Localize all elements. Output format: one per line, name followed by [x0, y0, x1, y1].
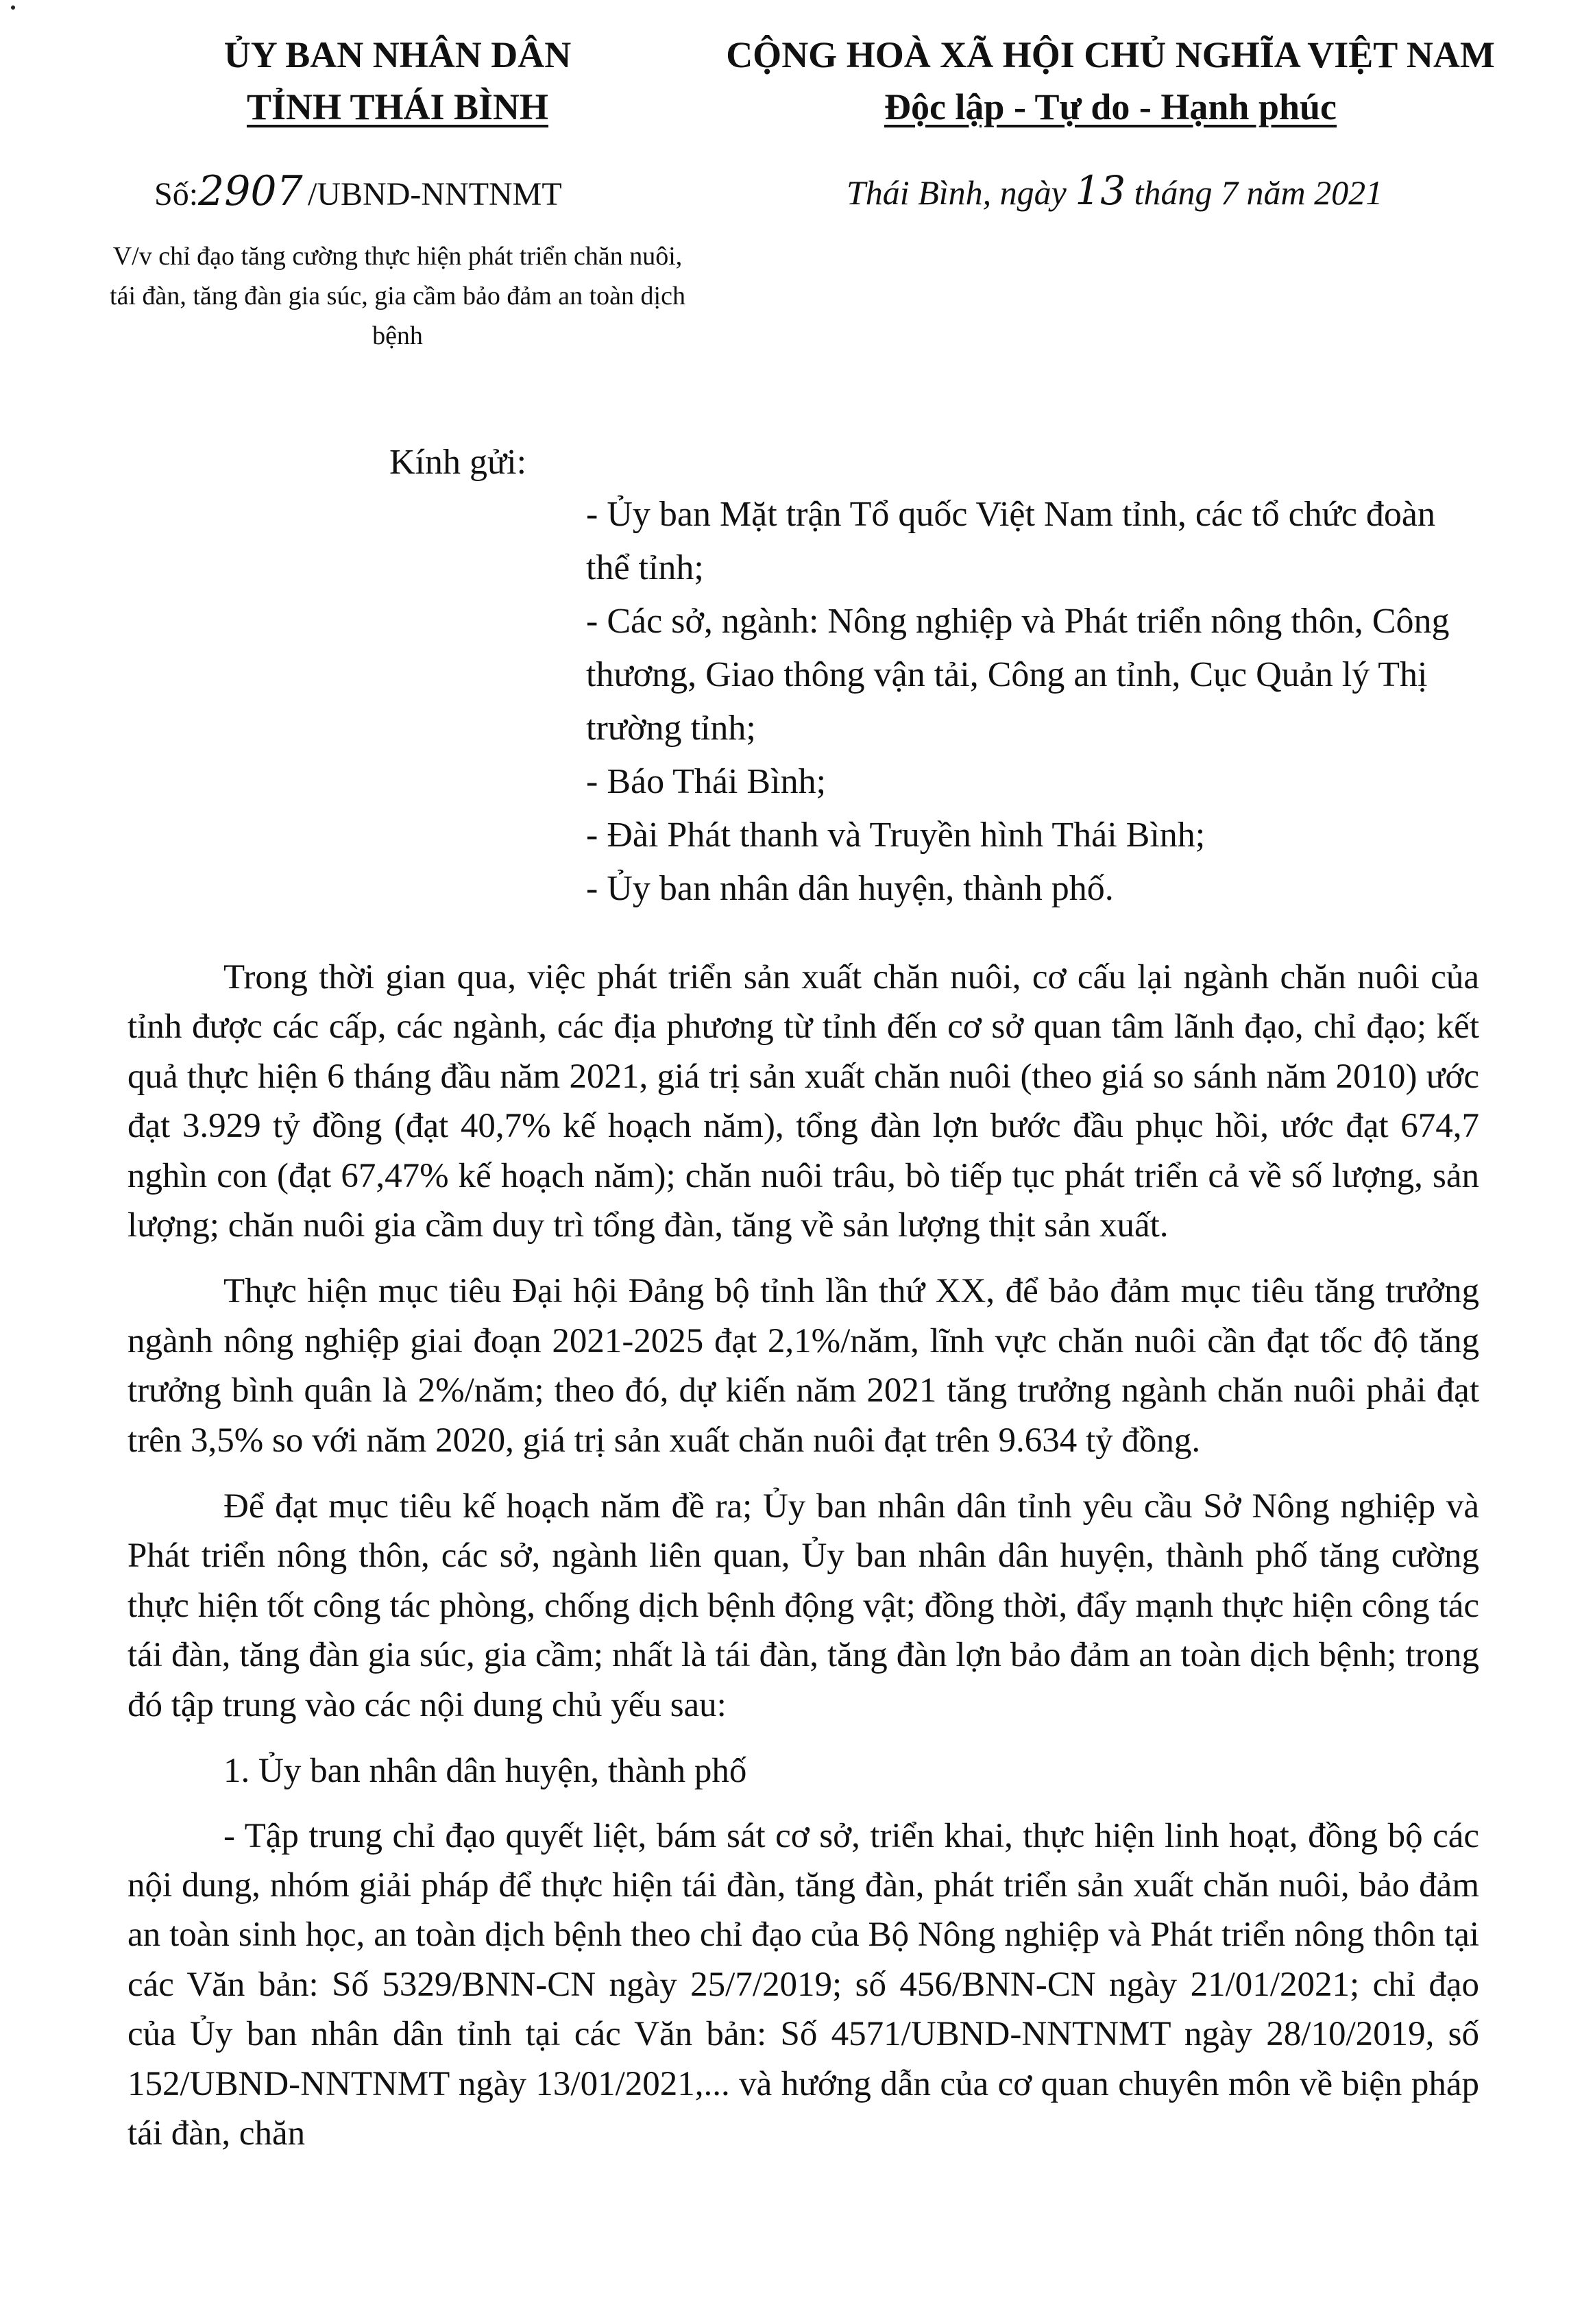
- national-motto-header: [706, 29, 1515, 133]
- document-number-suffix: /UBND-NNTNMT: [308, 176, 562, 212]
- recipient-list: [586, 488, 1477, 916]
- recipient-item: - Ủy ban Mặt trận Tổ quốc Việt Nam tỉnh, các tổ chức đoàn thể tỉnh;: [586, 495, 1436, 587]
- national-motto: Độc lập - Tự do - Hạnh phúc: [884, 86, 1337, 127]
- issuing-agency-header: [103, 29, 692, 133]
- recipient-item: - Đài Phát thanh và Truyền hình Thái Bình;: [586, 816, 1206, 855]
- recipient-item: - Ủy ban nhân dân huyện, thành phố.: [586, 869, 1114, 908]
- agency-province: TỈNH THÁI BÌNH: [246, 86, 549, 127]
- document-number-handwritten: 2907: [198, 167, 303, 215]
- recipient-item: - Các sở, ngành: Nông nghiệp và Phát triển nông thôn, Công thương, Giao thông vận tải, Công an tỉnh, Cục Quản lý Thị trường tỉnh;: [586, 602, 1450, 748]
- document-number: [154, 167, 562, 215]
- salutation: Kính gửi:: [389, 443, 527, 482]
- body-paragraph: Trong thời gian qua, việc phát triển sản xuất chăn nuôi, cơ cấu lại ngành chăn nuôi của tỉnh được các cấp, các ngành, các địa phương từ tỉnh đến cơ sở quan tâm lãnh đạo, chỉ đạo; kết quả thực hiện 6 tháng đầu năm 2021, giá trị sản xuất chăn nuôi (theo giá so sánh năm 2010) ước đạt 3.929 tỷ đồng (đạt 40,7% kế hoạch năm), tổng đàn lợn bước đầu phục hồi, ước đạt 674,7 nghìn con (đạt 67,47% kế hoạch năm); chăn nuôi trâu, bò tiếp tục phát triển cả về số lượng, sản lượng; chăn nuôi gia cầm duy trì tổng đàn, tăng về sản lượng thịt sản xuất.: [127, 958, 1479, 1245]
- body-paragraph: Thực hiện mục tiêu Đại hội Đảng bộ tỉnh lần thứ XX, để bảo đảm mục tiêu tăng trưởng ngành nông nghiệp giai đoạn 2021-2025 đạt 2,1%/năm, lĩnh vực chăn nuôi cần đạt tốc độ tăng trưởng bình quân là 2%/năm; theo đó, dự kiến năm 2021 tăng trưởng ngành chăn nuôi phải đạt trên 3,5% so với năm 2020, giá trị sản xuất chăn nuôi đạt trên 9.634 tỷ đồng.: [127, 1272, 1479, 1460]
- document-date: [847, 167, 1383, 214]
- document-body: [127, 953, 1479, 2175]
- date-suffix: tháng 7 năm 2021: [1134, 173, 1383, 212]
- document-number-prefix: Số:: [154, 176, 199, 212]
- date-prefix: Thái Bình, ngày: [847, 173, 1067, 212]
- scan-speck: [11, 5, 15, 10]
- section-heading: 1. Ủy ban nhân dân huyện, thành phố: [223, 1752, 747, 1791]
- body-paragraph: - Tập trung chỉ đạo quyết liệt, bám sát cơ sở, triển khai, thực hiện linh hoạt, đồng bộ các nội dung, nhóm giải pháp để thực hiện tái đàn, tăng đàn, phát triển sản xuất chăn nuôi, bảo đảm an toàn sinh học, an toàn dịch bệnh theo chỉ đạo của Bộ Nông nghiệp và Phát triển nông thôn tại các Văn bản: Số 5329/BNN-CN ngày 25/7/2019; số 456/BNN-CN ngày 21/01/2021; chỉ đạo của Ủy ban nhân dân tỉnh tại các Văn bản: Số 4571/UBND-NNTNMT ngày 28/10/2019, số 152/UBND-NNTNMT ngày 13/01/2021,... và hướng dẫn của cơ quan chuyên môn về biện pháp tái đàn, chăn: [127, 1816, 1479, 2153]
- date-day-handwritten: 13: [1075, 167, 1126, 214]
- document-subject: V/v chỉ đạo tăng cường thực hiện phát triển chăn nuôi, tái đàn, tăng đàn gia súc, gia cầm bảo đảm an toàn dịch bệnh: [110, 242, 685, 350]
- national-title: CỘNG HOÀ XÃ HỘI CHỦ NGHĨA VIỆT NAM: [726, 34, 1495, 75]
- recipient-item: - Báo Thái Bình;: [586, 762, 827, 801]
- body-paragraph: Để đạt mục tiêu kế hoạch năm đề ra; Ủy ban nhân dân tỉnh yêu cầu Sở Nông nghiệp và Phát triển nông thôn, các sở, ngành liên quan, Ủy ban nhân dân huyện, thành phố tăng cường thực hiện tốt công tác phòng, chống dịch bệnh động vật; đồng thời, đẩy mạnh thực hiện công tác tái đàn, tăng đàn gia súc, gia cầm; nhất là tái đàn, tăng đàn lợn bảo đảm an toàn dịch bệnh; trong đó tập trung vào các nội dung chủ yếu sau:: [127, 1487, 1479, 1724]
- agency-name: ỦY BAN NHÂN DÂN: [223, 34, 572, 75]
